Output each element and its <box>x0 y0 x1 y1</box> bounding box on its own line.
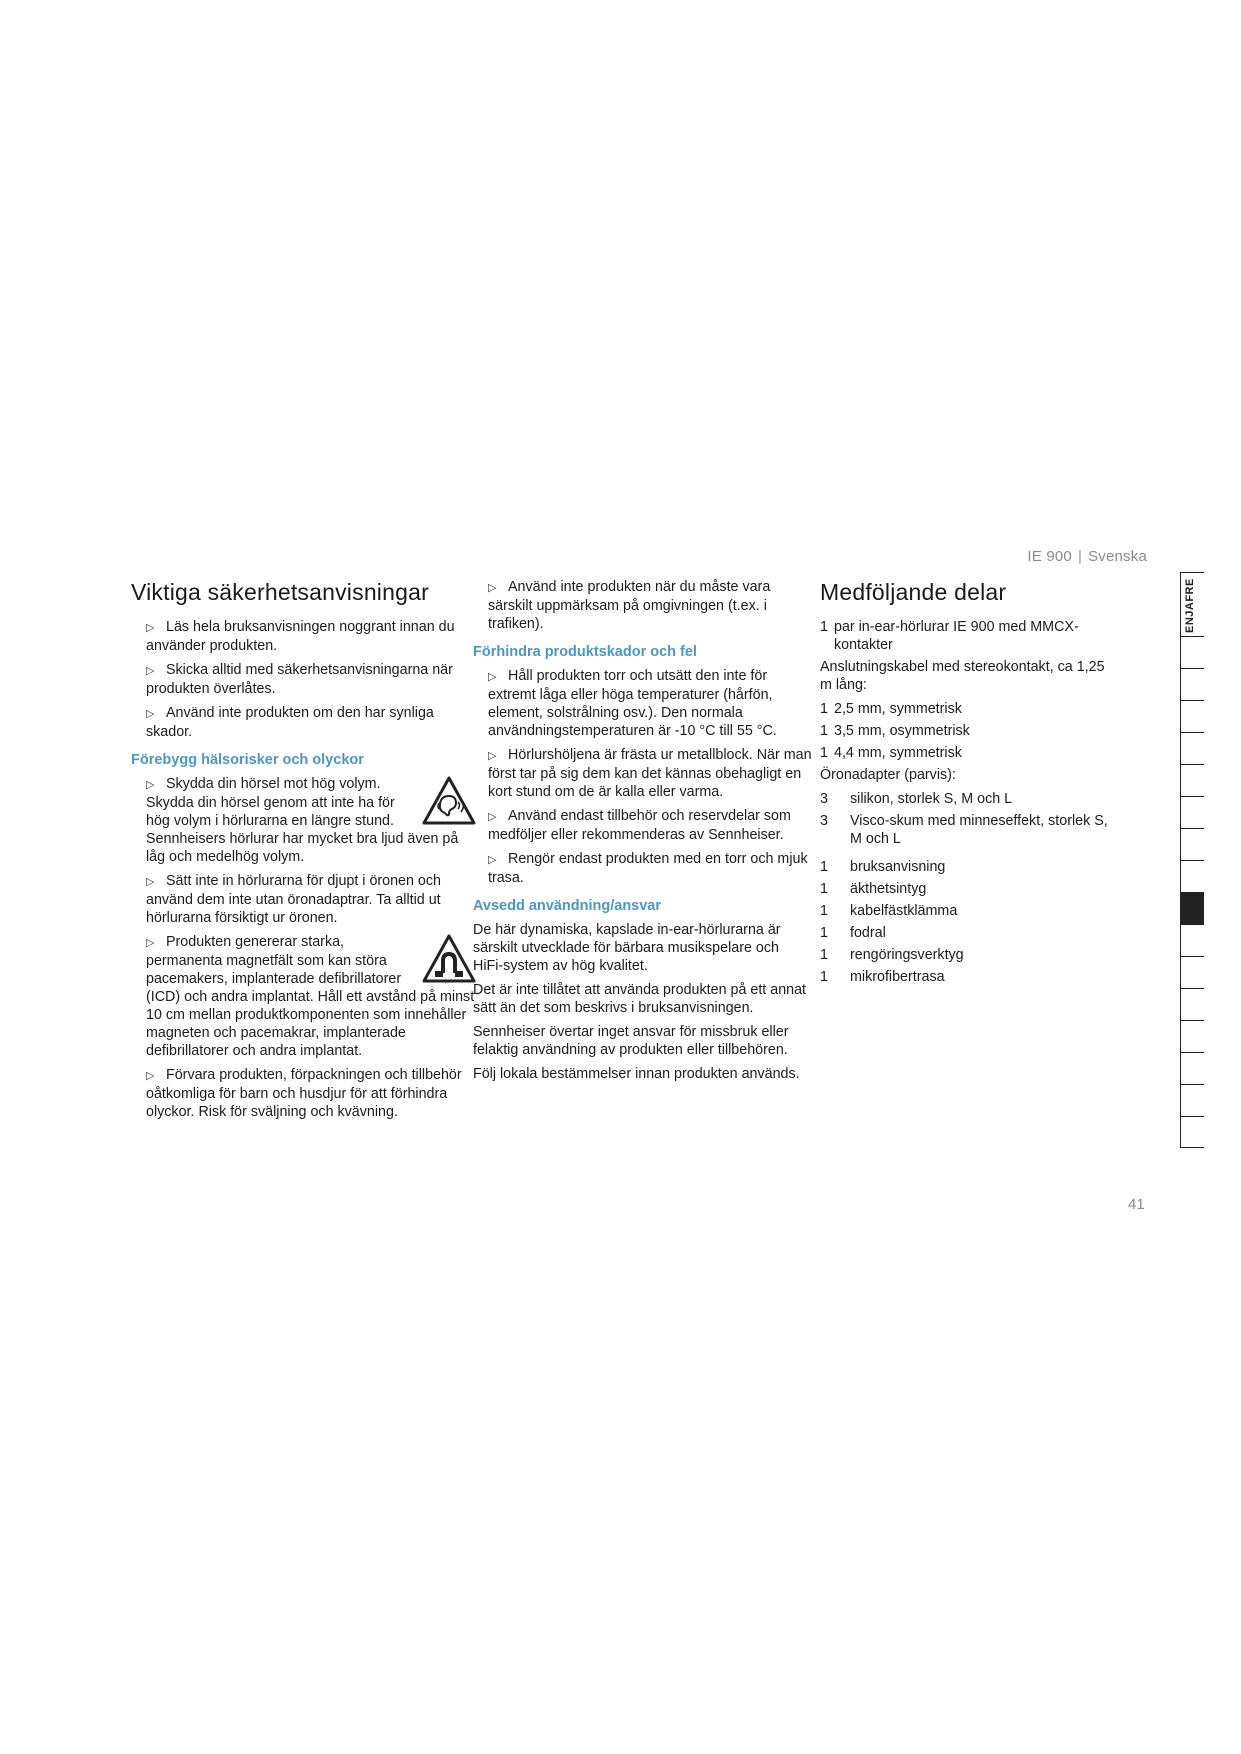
triangle-bullet-icon <box>146 873 158 891</box>
triangle-bullet-icon <box>146 776 158 794</box>
triangle-bullet-icon <box>146 1067 158 1085</box>
safety-title: Viktiga säkerhetsanvisningar <box>131 579 429 605</box>
triangle-bullet-icon <box>146 662 158 680</box>
intended-use-paragraph-4: Följ lokala bestämmelser innan produkten används. <box>473 1066 800 1082</box>
damage-bullet-2: ▷Hörlurshöljena är frästa ur metallblock. När man först tar på sig dem kan det kännas obehagligt en kort stund om de är kalla eller varma. <box>473 746 813 801</box>
safety-bullet-3: ▷Använd inte produkten om den har synliga skador. <box>131 704 481 741</box>
list-item: 1 äkthetsintyg <box>820 881 927 897</box>
tab-section[interactable] <box>1180 924 1204 956</box>
column-package-contents <box>820 578 1110 990</box>
language-tab-strip <box>1180 572 1204 1148</box>
header-language: Svenska <box>1088 548 1147 565</box>
health-bullet-2: ▷Sätt inte in hörlurarna för djupt i öronen och använd dem inte utan öronadaptrar. Ta alltid ut hörlurarna försiktigt ur öronen. <box>131 872 481 927</box>
list-item: 1 fodral <box>820 925 886 941</box>
cable-heading: Anslutningskabel med stereokontakt, ca 1,25 m lång: <box>820 659 1105 693</box>
damage-section-title: Förhindra produktskador och fel <box>473 644 697 660</box>
list-item: 3 Visco-skum med minneseffekt, storlek S, M och L <box>820 813 1108 847</box>
other-items-list <box>820 858 1110 986</box>
hearing-warning-icon <box>421 775 477 827</box>
intended-use-title: Avsedd användning/ansvar <box>473 898 662 914</box>
tab-svenska-active[interactable] <box>1180 892 1204 924</box>
tab-section[interactable] <box>1180 700 1204 732</box>
intended-use-paragraph-1: De här dynamiska, kapslade in-ear-hörlurarna är särskilt utvecklade för bärbara musikspelare och HiFi-system av hög kvalitet. <box>473 922 781 974</box>
tab-section[interactable] <box>1180 1084 1204 1116</box>
safety-bullet-2: ▷Skicka alltid med säkerhetsanvisningarna när produkten överlåtes. <box>131 661 481 698</box>
tab-section[interactable] <box>1180 828 1204 860</box>
triangle-bullet-icon <box>146 705 158 723</box>
tab-section[interactable] <box>1180 1020 1204 1052</box>
intended-use-paragraph-3: Sennheiser övertar inget ansvar för missbruk eller felaktig användning av produkten eller tillbehören. <box>473 1024 789 1058</box>
triangle-bullet-icon <box>488 668 500 686</box>
column-product-care <box>473 578 813 1089</box>
triangle-bullet-icon <box>488 579 500 597</box>
list-item: 1 par in-ear-hörlurar IE 900 med MMCX-kontakter <box>820 619 1079 653</box>
tab-section[interactable] <box>1180 1052 1204 1084</box>
triangle-bullet-icon <box>488 851 500 869</box>
traffic-bullet: ▷Använd inte produkten när du måste vara särskilt uppmärksam på omgivningen (t.ex. i trafiken). <box>473 578 813 633</box>
tab-section[interactable] <box>1180 636 1204 668</box>
header-product: IE 900 <box>1027 548 1072 565</box>
triangle-bullet-icon <box>146 934 158 952</box>
list-item: 1 4,4 mm, symmetrisk <box>820 745 962 761</box>
damage-bullet-3: ▷Använd endast tillbehör och reservdelar som medföljer eller rekommenderas av Sennheiser. <box>473 807 813 844</box>
list-item: 3 silikon, storlek S, M och L <box>820 791 1013 807</box>
tab-section[interactable] <box>1180 1116 1204 1148</box>
list-item: 1 kabelfästklämma <box>820 903 958 919</box>
header-separator: | <box>1077 548 1083 565</box>
list-item: 1 bruksanvisning <box>820 859 946 875</box>
safety-bullet-1: ▷Läs hela bruksanvisningen noggrant innan du använder produkten. <box>131 618 481 655</box>
health-bullet-3: ▷Produkten genererar starka, permanenta magnetfält som kan störa pacemakers, implanterade defibrillatorer (ICD) och andra implantat. Håll ett avstånd på minst 10 cm mellan produktkomponenten som innehåller magneten och pacemakrar, implanterade defibrillatorer och andra implantat. <box>131 933 481 1060</box>
magnet-warning-icon <box>421 933 477 985</box>
triangle-bullet-icon <box>146 619 158 637</box>
tab-section[interactable] <box>1180 668 1204 700</box>
tab-section[interactable] <box>1180 764 1204 796</box>
list-item: 1 mikrofibertrasa <box>820 969 945 985</box>
tab-section[interactable] <box>1180 956 1204 988</box>
contents-list-main <box>820 618 1110 654</box>
list-item: 1 2,5 mm, symmetrisk <box>820 701 962 717</box>
damage-bullet-1: ▷Håll produkten torr och utsätt den inte för extremt låga eller höga temperaturer (hårfön, element, solstrålning osv.). Den normala användningstemperaturen är -10 °C till 55 °C. <box>473 667 813 740</box>
tab-section[interactable] <box>1180 732 1204 764</box>
health-bullet-1: ▷Skydda din hörsel mot hög volym. Skydda din hörsel genom att inte ha för hög volym i hörlurarna en längre stund. Sennheisers hörlurar har mycket bra ljud även på låg och medelhög volym. <box>131 775 481 866</box>
tab-section[interactable] <box>1180 860 1204 892</box>
triangle-bullet-icon <box>488 747 500 765</box>
column-safety <box>131 578 481 1127</box>
damage-bullet-4: ▷Rengör endast produkten med en torr och mjuk trasa. <box>473 850 813 887</box>
list-item: 1 3,5 mm, osymmetrisk <box>820 723 970 739</box>
contents-title: Medföljande delar <box>820 579 1007 605</box>
adapter-heading: Öronadapter (parvis): <box>820 767 956 783</box>
page-header <box>1027 548 1147 565</box>
health-section-title: Förebygg hälsorisker och olyckor <box>131 752 364 768</box>
page-number: 41 <box>1128 1196 1145 1213</box>
health-bullet-4: ▷Förvara produkten, förpackningen och tillbehör oåtkomliga för barn och husdjur för att förhindra olyckor. Risk för sväljning och kvävning. <box>131 1066 481 1121</box>
list-item: 1 rengöringsverktyg <box>820 947 964 963</box>
intended-use-paragraph-2: Det är inte tillåtet att använda produkten på ett annat sätt än det som beskrivs i bruksanvisningen. <box>473 982 807 1016</box>
tab-label: ENJAFRE <box>1184 578 1196 633</box>
adapter-list <box>820 790 1110 848</box>
tab-languages[interactable] <box>1180 572 1204 636</box>
tab-section[interactable] <box>1180 988 1204 1020</box>
tab-section[interactable] <box>1180 796 1204 828</box>
cable-list <box>820 700 1110 762</box>
triangle-bullet-icon <box>488 808 500 826</box>
